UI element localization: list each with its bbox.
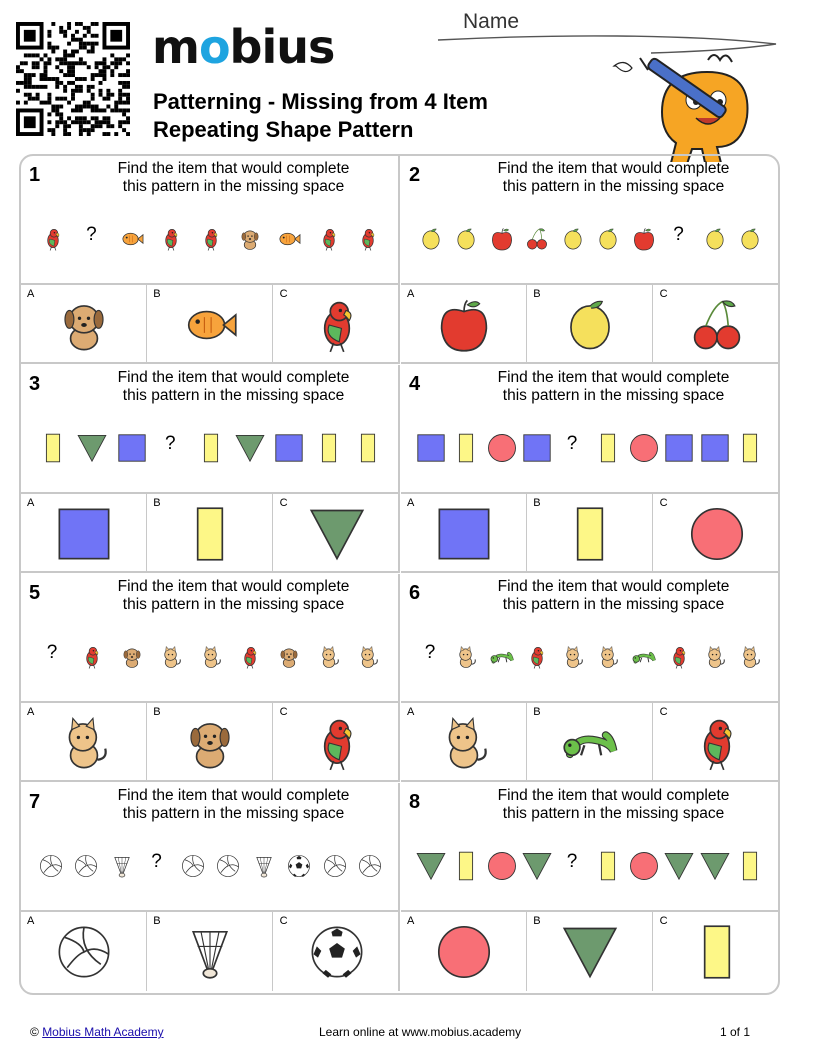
qr-code <box>16 22 130 136</box>
choice-label: A <box>407 706 415 718</box>
pattern-sequence <box>21 634 400 680</box>
problem-panel <box>401 156 780 364</box>
choice-label: B <box>533 706 541 718</box>
pattern-sequence <box>21 216 400 262</box>
choice-label: B <box>153 288 161 300</box>
problem-panel <box>21 574 400 782</box>
problem-number: 4 <box>409 373 421 395</box>
answer-choice-b[interactable] <box>147 494 273 573</box>
footer-link[interactable]: Mobius Math Academy <box>42 1025 164 1039</box>
choice-label: A <box>407 288 415 300</box>
footer-copyright <box>30 1025 164 1039</box>
worksheet-title <box>153 88 488 144</box>
instruction-line-1: Find the item that would complete <box>497 369 730 386</box>
instruction-line-1: Find the item that would complete <box>117 369 350 386</box>
instruction-line-2: this pattern in the missing space <box>122 596 345 613</box>
missing-item-marker: ? <box>165 433 176 454</box>
problem-panel <box>401 783 780 991</box>
pattern-sequence <box>21 843 400 889</box>
choice-label: A <box>407 915 415 927</box>
answer-choice-c[interactable] <box>654 912 780 991</box>
answer-choices <box>401 910 780 991</box>
choice-label: C <box>279 497 288 509</box>
problem-panel <box>21 783 400 991</box>
answer-choice-a[interactable] <box>21 912 147 991</box>
choice-label: A <box>27 915 35 927</box>
answer-choices <box>401 283 780 364</box>
choice-label: B <box>533 288 541 300</box>
choice-label: A <box>27 706 35 718</box>
mobius-logo: mobius <box>152 20 335 74</box>
answer-choices <box>401 492 780 573</box>
choice-label: C <box>659 288 668 300</box>
answer-choices <box>21 492 400 573</box>
answer-choice-a[interactable] <box>401 285 527 364</box>
problem-instruction <box>91 787 376 823</box>
problem-number: 8 <box>409 791 421 813</box>
instruction-line-2: this pattern in the missing space <box>122 805 345 822</box>
answer-choice-b[interactable] <box>147 912 273 991</box>
pattern-sequence <box>401 634 780 680</box>
mascot-icon <box>612 52 762 162</box>
problem-panel <box>401 574 780 782</box>
problem-number: 6 <box>409 582 421 604</box>
problem-instruction <box>471 160 756 196</box>
answer-choice-c[interactable] <box>274 703 401 782</box>
answer-choice-b[interactable] <box>147 285 273 364</box>
name-label: Name <box>463 10 520 33</box>
choice-label: C <box>659 706 668 718</box>
title-line-1: Patterning - Missing from 4 Item <box>153 89 488 114</box>
choice-label: A <box>27 288 35 300</box>
answer-choice-a[interactable] <box>21 494 147 573</box>
problem-instruction <box>471 787 756 823</box>
instruction-line-1: Find the item that would complete <box>117 578 350 595</box>
pattern-sequence <box>21 425 400 471</box>
answer-choices <box>21 910 400 991</box>
choice-label: B <box>153 915 161 927</box>
pattern-sequence <box>401 843 780 889</box>
problem-instruction <box>471 369 756 405</box>
answer-choice-b[interactable] <box>527 703 653 782</box>
answer-choice-c[interactable] <box>654 703 780 782</box>
problem-instruction <box>471 578 756 614</box>
problem-panel <box>21 156 400 364</box>
answer-choice-c[interactable] <box>654 285 780 364</box>
answer-choice-c[interactable] <box>274 912 401 991</box>
choice-label: C <box>659 497 668 509</box>
answer-choices <box>21 701 400 782</box>
instruction-line-2: this pattern in the missing space <box>502 387 725 404</box>
answer-choice-c[interactable] <box>274 285 401 364</box>
choice-label: A <box>27 497 35 509</box>
missing-item-marker: ? <box>566 851 578 872</box>
answer-choice-b[interactable] <box>147 703 273 782</box>
choice-label: B <box>533 915 541 927</box>
answer-choice-a[interactable] <box>401 703 527 782</box>
answer-choices <box>401 701 780 782</box>
answer-choice-c[interactable] <box>274 494 401 573</box>
choice-label: C <box>659 915 668 927</box>
answer-choice-b[interactable] <box>527 494 653 573</box>
name-line[interactable] <box>436 28 781 54</box>
pattern-sequence <box>401 425 780 471</box>
instruction-line-2: this pattern in the missing space <box>502 596 725 613</box>
problem-number: 1 <box>29 164 41 186</box>
problem-panel <box>401 365 780 573</box>
problem-grid <box>19 154 780 995</box>
instruction-line-2: this pattern in the missing space <box>122 178 345 195</box>
problem-number: 5 <box>29 582 41 604</box>
missing-item-marker: ? <box>673 224 684 245</box>
instruction-line-2: this pattern in the missing space <box>122 387 345 404</box>
problem-panel <box>21 365 400 573</box>
answer-choice-a[interactable] <box>21 703 147 782</box>
answer-choice-b[interactable] <box>527 285 653 364</box>
instruction-line-1: Find the item that would complete <box>497 160 730 177</box>
pattern-sequence <box>401 216 780 262</box>
instruction-line-2: this pattern in the missing space <box>502 178 725 195</box>
instruction-line-1: Find the item that would complete <box>117 160 350 177</box>
instruction-line-1: Find the item that would complete <box>497 787 730 804</box>
choice-label: B <box>153 497 161 509</box>
choice-label: A <box>407 497 415 509</box>
problem-number: 3 <box>29 373 41 395</box>
instruction-line-1: Find the item that would complete <box>497 578 730 595</box>
instruction-line-2: this pattern in the missing space <box>502 805 725 822</box>
answer-choice-c[interactable] <box>654 494 780 573</box>
missing-item-marker: ? <box>424 642 436 663</box>
missing-item-marker: ? <box>86 224 97 245</box>
missing-item-marker: ? <box>46 642 58 663</box>
problem-number: 2 <box>409 164 421 186</box>
answer-choices <box>21 283 400 364</box>
choice-label: C <box>279 915 288 927</box>
answer-choice-a[interactable] <box>401 912 527 991</box>
choice-label: B <box>533 497 541 509</box>
problem-number: 7 <box>29 791 41 813</box>
answer-choice-b[interactable] <box>527 912 653 991</box>
missing-item-marker: ? <box>151 851 162 872</box>
page-number: 1 of 1 <box>720 1025 751 1039</box>
choice-label: C <box>279 288 288 300</box>
instruction-line-1: Find the item that would complete <box>117 787 350 804</box>
problem-instruction <box>91 369 376 405</box>
answer-choice-a[interactable] <box>401 494 527 573</box>
problem-instruction <box>91 160 376 196</box>
choice-label: B <box>153 706 161 718</box>
problem-instruction <box>91 578 376 614</box>
copyright-symbol: © <box>30 1025 39 1039</box>
title-line-2: Repeating Shape Pattern <box>153 117 414 142</box>
answer-choice-a[interactable] <box>21 285 147 364</box>
choice-label: C <box>279 706 288 718</box>
missing-item-marker: ? <box>566 433 578 454</box>
footer-center-text: Learn online at www.mobius.academy <box>319 1025 522 1039</box>
